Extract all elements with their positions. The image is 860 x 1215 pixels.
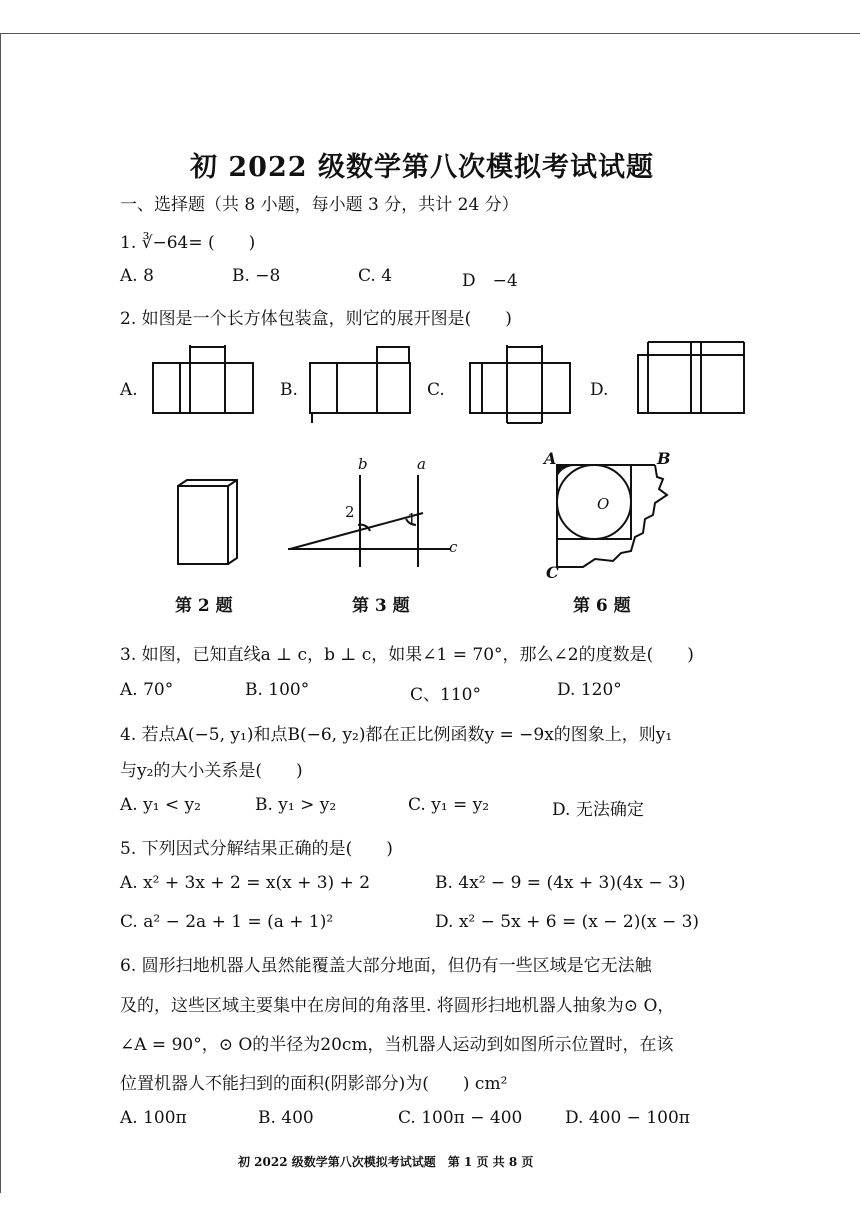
caption-q2: 第 2 题 — [175, 596, 233, 616]
q2-label-b: B. — [280, 380, 298, 400]
question-6-line4: 位置机器人不能扫到的面积(阴影部分)为( ) cm² — [120, 1074, 508, 1094]
q3-option-a: A. 70° — [120, 680, 174, 700]
fig3-label-a: a — [417, 455, 426, 473]
fig6-label-c: C — [546, 563, 559, 582]
fig3-angle-2: 2 — [345, 503, 355, 521]
page-border-left — [0, 33, 1, 1193]
q3-lines-figure — [288, 455, 468, 570]
q1-option-b: B. −8 — [232, 266, 281, 286]
question-6-line3: ∠A = 90°，⊙ O的半径为20cm，当机器人运动到如图所示位置时，在该 — [120, 1035, 674, 1055]
fig6-label-b: B — [657, 449, 671, 468]
q2-label-d: D. — [590, 380, 609, 400]
question-1-stem: 1. ∛−64= ( ) — [120, 233, 256, 253]
q4-option-b: B. y₁ > y₂ — [255, 795, 337, 815]
fig3-angle-1: 1 — [407, 510, 417, 528]
q1-option-d: D −4 — [462, 271, 518, 291]
q5-option-d: D. x² − 5x + 6 = (x − 2)(x − 3) — [435, 912, 700, 932]
q5-option-b: B. 4x² − 9 = (4x + 3)(4x − 3) — [435, 873, 686, 893]
page-footer: 初 2022 级数学第八次模拟考试试题 第 1 页 共 8 页 — [238, 1155, 534, 1169]
q4-option-c: C. y₁ = y₂ — [408, 795, 490, 815]
q6-option-c: C. 100π − 400 — [398, 1108, 523, 1128]
q3-option-d: D. 120° — [557, 680, 622, 700]
q4-option-d: D. 无法确定 — [552, 800, 644, 820]
q5-option-c: C. a² − 2a + 1 = (a + 1)² — [120, 912, 334, 932]
q2-net-c — [467, 345, 575, 425]
question-3-stem: 3. 如图，已知直线a ⊥ c，b ⊥ c，如果∠1 = 70°，那么∠2的度数是( ) — [120, 645, 694, 665]
section-heading: 一、选择题（共 8 小题，每小题 3 分，共计 24 分） — [120, 195, 519, 215]
question-6-line1: 6. 圆形扫地机器人虽然能覆盖大部分地面，但仍有一些区域是它无法触 — [120, 956, 652, 976]
q1-option-c: C. 4 — [358, 266, 393, 286]
question-2-stem: 2. 如图是一个长方体包装盒，则它的展开图是( ) — [120, 309, 512, 329]
q2-label-a: A. — [120, 380, 138, 400]
fig3-label-c: c — [449, 538, 458, 556]
q6-option-a: A. 100π — [120, 1108, 187, 1128]
q2-box-figure — [175, 478, 240, 568]
fig6-label-a: A — [544, 449, 557, 468]
q5-option-a: A. x² + 3x + 2 = x(x + 3) + 2 — [120, 873, 371, 893]
q4-option-a: A. y₁ < y₂ — [120, 795, 201, 815]
fig3-label-b: b — [358, 455, 368, 473]
question-4-stem-line2: 与y₂的大小关系是( ) — [120, 761, 303, 781]
question-6-line2: 及的，这些区域主要集中在房间的角落里. 将圆形扫地机器人抽象为⊙ O， — [120, 996, 675, 1016]
q2-net-d — [636, 340, 746, 418]
q2-net-b — [307, 345, 415, 425]
fig6-label-o: O — [597, 495, 610, 513]
page-border-top — [0, 33, 860, 34]
question-5-stem: 5. 下列因式分解结果正确的是( ) — [120, 839, 393, 859]
q6-robot-figure — [545, 455, 680, 580]
q6-option-d: D. 400 − 100π — [565, 1108, 690, 1128]
q2-label-c: C. — [427, 380, 445, 400]
q3-option-c: C、110° — [410, 685, 481, 705]
q6-option-b: B. 400 — [258, 1108, 314, 1128]
question-4-stem-line1: 4. 若点A(−5, y₁)和点B(−6, y₂)都在正比例函数y = −9x的图象上，则y₁ — [120, 725, 673, 745]
exam-title: 初 2022 级数学第八次模拟考试试题 — [190, 152, 654, 183]
q2-net-a — [150, 345, 255, 415]
q3-option-b: B. 100° — [245, 680, 310, 700]
caption-q3: 第 3 题 — [352, 596, 410, 616]
caption-q6: 第 6 题 — [573, 596, 631, 616]
q1-option-a: A. 8 — [120, 266, 154, 286]
